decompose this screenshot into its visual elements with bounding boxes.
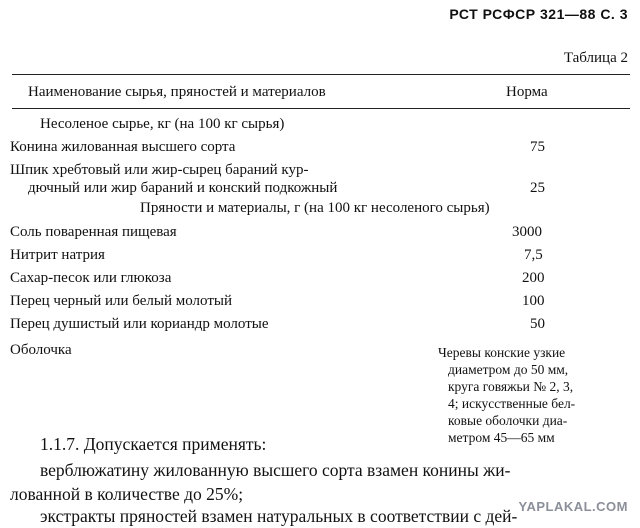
row-value: 3000 <box>512 224 542 240</box>
paragraph-line: верблюжатину жилованную высшего сорта взамен конины жи- <box>40 460 511 480</box>
casing-value-line: ковые оболочки диа- <box>448 413 568 428</box>
casing-value-line: диаметром до 50 мм, <box>448 362 569 377</box>
row-name-continued: дючный или жир бараний и конский подкожный <box>28 180 338 196</box>
casing-value-line: метром 45—65 мм <box>448 430 555 445</box>
row-name: Перец душистый или кориандр молотые <box>10 316 269 332</box>
table-header-rule <box>12 108 630 109</box>
table-top-rule <box>12 74 630 75</box>
row-name: Перец черный или белый молотый <box>10 293 232 309</box>
section-spices-heading: Пряности и материалы, г (на 100 кг несоленого сырья) <box>140 200 490 216</box>
section-raw-heading: Несоленое сырье, кг (на 100 кг сырья) <box>40 116 285 132</box>
column-header-name: Наименование сырья, пряностей и материалов <box>28 84 326 100</box>
watermark: YAPLAKAL.COM <box>518 499 628 514</box>
casing-value-line: 4; искусственные бел- <box>448 396 576 411</box>
page-header: РСТ РСФСР 321—88 С. 3 <box>449 6 628 22</box>
row-value: 50 <box>530 316 545 332</box>
casing-value-line: Черевы конские узкие <box>438 345 566 360</box>
paragraph-line: лованной в количестве до 25%; <box>10 484 244 504</box>
row-value: 25 <box>530 180 545 196</box>
paragraph-line: экстракты пряностей взамен натуральных в соответствии с дей- <box>40 506 518 526</box>
column-header-norm: Норма <box>506 84 548 100</box>
row-value: 7,5 <box>524 247 543 263</box>
row-value: 200 <box>522 270 545 286</box>
row-name: Сахар-песок или глюкоза <box>10 270 172 286</box>
casing-value <box>438 344 575 446</box>
row-name: Конина жилованная высшего сорта <box>10 139 236 155</box>
row-name: Соль поваренная пищевая <box>10 224 177 240</box>
row-name-casing: Оболочка <box>10 342 72 358</box>
row-name: Нитрит натрия <box>10 247 105 263</box>
row-name: Шпик хребтовый или жир-сырец бараний кур- <box>10 162 309 178</box>
table-number: Таблица 2 <box>563 50 628 66</box>
row-value: 75 <box>530 139 545 155</box>
row-value: 100 <box>522 293 545 309</box>
casing-value-line: круга говяжьи № 2, 3, <box>448 379 574 394</box>
paragraph-heading: 1.1.7. Допускается применять: <box>40 434 267 454</box>
